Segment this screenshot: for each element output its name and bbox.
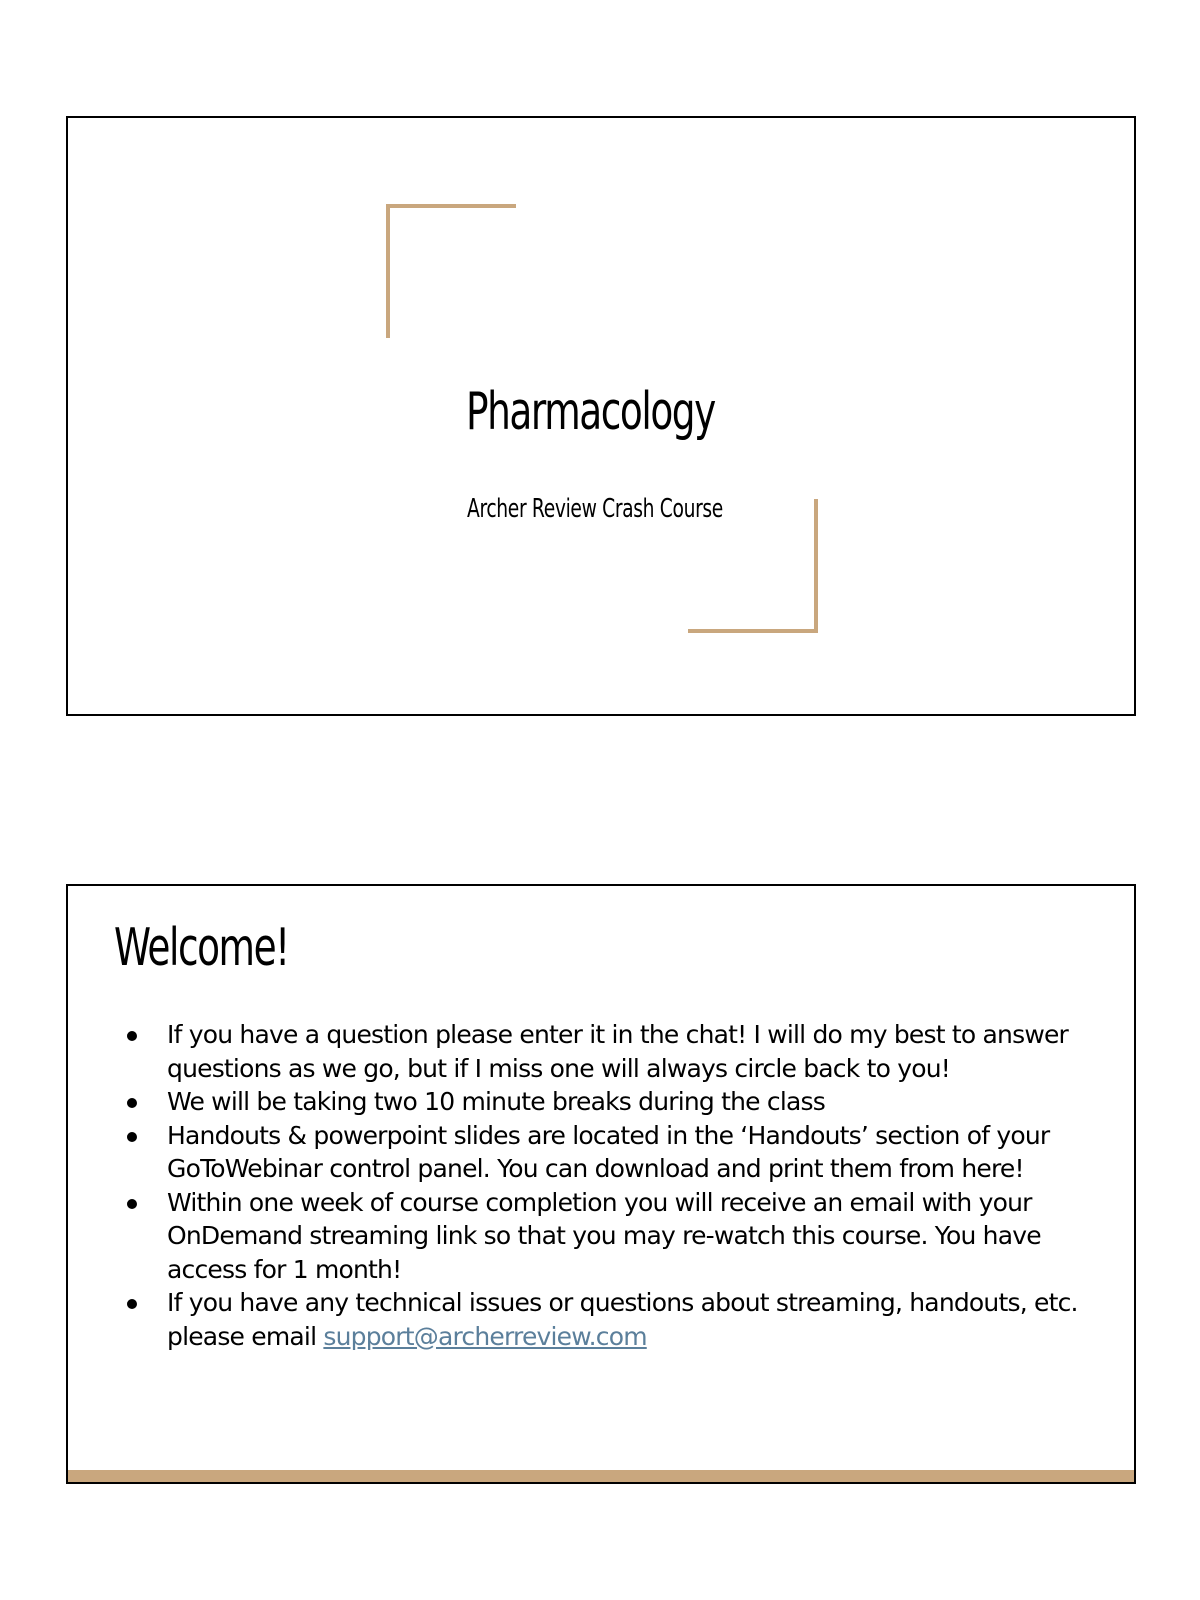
- bullet-item: If you have a question please enter it in the chat! I will do my best to answer questions as we go, but if I miss one will always circle back to you!: [167, 1018, 1127, 1085]
- support-text: If you have any technical issues or questions about streaming, handouts, etc. please email: [167, 1288, 1078, 1351]
- slide-subtitle: Archer Review Crash Course: [467, 494, 723, 524]
- bullet-item-support: [167, 1286, 1127, 1353]
- accent-bar: [68, 1470, 1134, 1482]
- support-email-link[interactable]: support@archerreview.com: [323, 1321, 647, 1351]
- welcome-heading: Welcome!: [114, 918, 289, 978]
- bullet-item: Within one week of course completion you will receive an email with your OnDemand streaming link so that you may re-watch this course. You have access for 1 month!: [167, 1186, 1127, 1287]
- bullet-item: Handouts & powerpoint slides are located in the ‘Handouts’ section of your GoToWebinar control panel. You can download and print them from here!: [167, 1119, 1127, 1186]
- corner-bracket-top-left: [386, 204, 516, 338]
- welcome-bullet-list: [122, 1018, 1127, 1353]
- bullet-item: We will be taking two 10 minute breaks during the class: [167, 1085, 1127, 1119]
- slide-title: Pharmacology: [466, 382, 715, 442]
- welcome-slide: [66, 884, 1136, 1484]
- title-slide: [66, 116, 1136, 716]
